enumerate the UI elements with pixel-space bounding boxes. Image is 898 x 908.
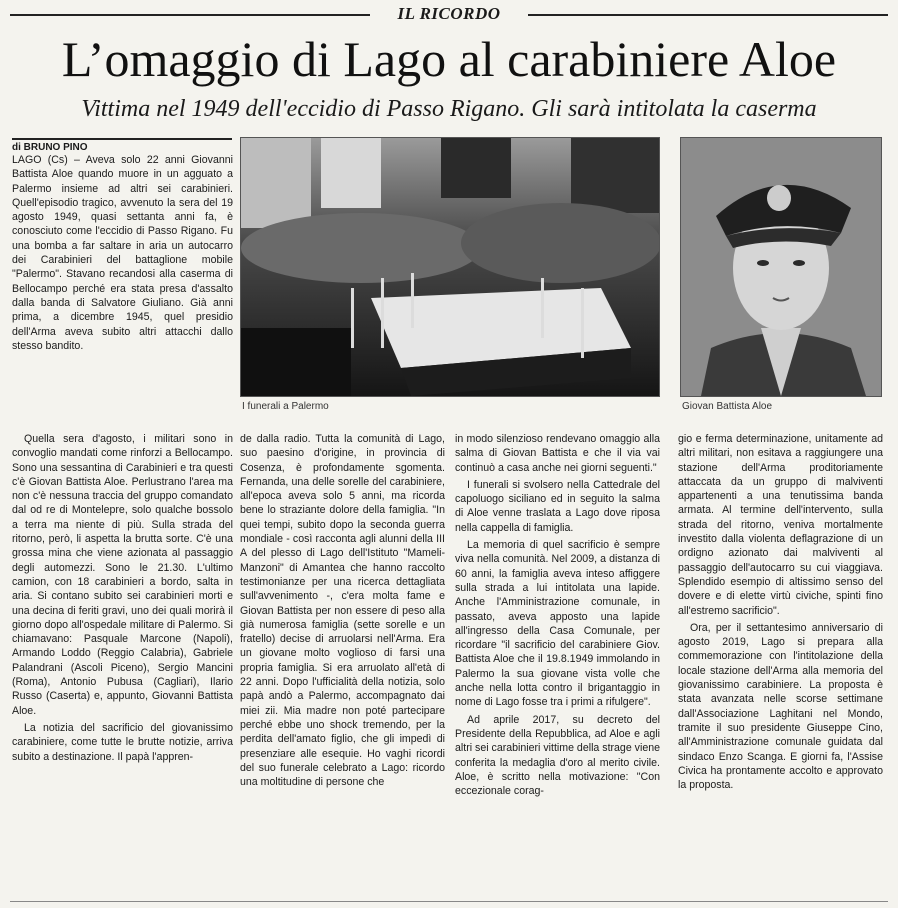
article-subheadline: Vittima nel 1949 dell'eccidio di Passo Rigano. Gli sarà intitolata la caserma	[81, 96, 817, 122]
paragraph: Ad aprile 2017, su decreto del Presidente della Repubblica, ad Aloe e agli altri sei carabinieri vittime della strage viene conferita la medaglia d'oro al merito civile. Aloe, è scritto nella motivazione: "Con eccezionale corag-	[455, 713, 660, 798]
column-4	[678, 432, 883, 792]
bottom-rule	[10, 901, 888, 902]
rubric-label: IL RICORDO	[385, 4, 512, 23]
funeral-photo-caption: I funerali a Palermo	[242, 401, 329, 412]
column-3	[455, 432, 660, 798]
column-1	[12, 432, 233, 764]
portrait-photo-caption: Giovan Battista Aloe	[682, 401, 773, 412]
paragraph: Ora, per il settantesimo anniversario di agosto 2019, Lago si prepara alla commemorazione con l'intitolazione della locale stazione dell'Arma alla memoria del giovanissimo carabiniere. La proposta è stata avanzata nelle scorse settimane dall'Associazione Laghitani nel Mondo, tramite il suo presidente Giuseppe Cino, all'Amministrazione comunale guidata dal sindaco Enzo Scanga. E giorni fa, l'Assise Civica ha prontamente accolto e approvato la proposta.	[678, 621, 883, 792]
paragraph: in modo silenzioso rendevano omaggio alla salma di Giovan Battista e che il via vai continuò a casa anche nei giorni seguenti."	[455, 433, 660, 474]
paragraph: gio e ferma determinazione, unitamente ad altri militari, non esitava a raggiungere una stazione dell'Arma proditoriamente attaccata da un gruppo di malviventi appartenenti a una tenutissima banda armata. Al termine dell'intervento, sulla strada del ritorno, veniva mortalmente investito dalla violenta deflagrazione di un ordigno azionato dai malviventi al passaggio dell'autocarro su cui viaggiava. Splendido esempio di altissimo senso del dovere e di elette virtù civiche, spinti fino all'estremo sacrificio".	[678, 433, 883, 617]
article-headline: L’omaggio di Lago al carabiniere Aloe	[61, 31, 837, 87]
paragraph: La memoria di quel sacrificio è sempre viva nella comunità. Nel 2009, a distanza di 60 anni, la famiglia aveva inteso affiggere sulla strada a lui intitolata una lapide. Anche l'Amministrazione comunale, in passato, aveva apposto una lapide all'ingresso della Casa Comunale, per ricordare "il sacrificio del carabiniere Giov. Battista Aloe che il 19.8.1949 immolando in Palermo la sua giovane vista volle che anche nella lotta contro il brigantaggio in nome di Lago fosse tra i primi a rifulgere".	[455, 539, 660, 709]
paragraph: LAGO (Cs) – Aveva solo 22 anni Giovanni Battista Aloe quando muore in un agguato a Palermo insieme ad altri sei carabinieri. Quell'episodio tragico, avvenuto la sera del 19 agosto 1949, quasi settanta anni fa, è conosciuto come l'eccidio di Passo Rigano. Fu una bomba a far saltare in aria un autocarro dei Carabinieri del battaglione mobile "Palermo". Stavano recandosi alla caserma di Bellocampo perché era stata presa d'assalto dalla banda di Salvatore Giuliano. Già anni prima, a dicembre 1945, quel presidio dell'Arma aveva subito altri attacchi dallo stesso bandito.	[12, 154, 233, 352]
column-1-top	[12, 153, 233, 353]
column-2	[240, 432, 445, 789]
funeral-photo-image	[241, 138, 659, 396]
funeral-photo	[240, 137, 660, 397]
byline: di BRUNO PINO	[12, 138, 232, 153]
paragraph: I funerali si svolsero nella Cattedrale del capoluogo siciliano ed in seguito la salma di Aloe venne traslata a Lago dove riposa nella cappella di famiglia.	[455, 478, 660, 534]
portrait-photo	[680, 137, 882, 397]
section-rubric	[0, 4, 898, 24]
paragraph: de dalla radio. Tutta la comunità di Lago, suo paesino d'origine, in provincia di Cosenza, è profondamente sgomenta. Fernanda, una delle sorelle del carabiniere, all'epoca aveva solo 5 anni, ma ricorda bene lo straziante dolore della famiglia. "In quei tempi, subito dopo la seconda guerra mondiale - così racconta agli alunni della III A del plesso di Lago dell'Istituto "Mameli-Manzoni" di Amantea che hanno raccolto testimonianze per una ricerca dettagliata sull'avvenimento -, c'era molta fame e Giovan Battista per non essere di peso alla già numerosa famiglia (sette sorelle e un fratello) decise di arruolarsi nell'Arma. Era un giovane molto voglioso di farsi una propria famiglia. Si era arruolato all'età di 22 anni. Dopo l'ufficialità della notizia, solo papà andò a Palermo, accompagnato dai miei zii. Mia madre non poté partecipare perché ebbe uno shock tremendo, per la perdita dell'amato figlio, che gli impedì di presenziare alle esequie. Ho vaghi ricordi del suo funerale celebrato a Lago: ricordo una moltitudine di persone che	[240, 433, 445, 789]
paragraph: La notizia del sacrificio del giovanissimo carabiniere, come tutte le brutte notizie, arriva subito a destinazione. Il papà l'appren-	[12, 721, 233, 763]
paragraph: Quella sera d'agosto, i militari sono in convoglio mandati come rinforzi a Bellocampo. Sono una sessantina di Carabinieri e tra questi c'è Giovan Battista Aloe. Perlustrano l'area ma non c'è nessuna traccia del gruppo comandato dal od re di Montelepre, solo qualche bossolo a terra ma niente di più. Sulla strada del ritorno, però, li aspetta la brutta sorte. C'è una grossa mina che viene azionata al passaggio degli automezzi. Sono le 21.30. L'ultimo camion, con 18 carabinieri a bordo, salta in aria. Si contano subito sei carabinieri morti e una decina di feriti gravi, uno dei quali morirà il giorno dopo all'ospedale militare di Palermo. Si chiamavano: Pasquale Marcone (Napoli), Armando Loddo (Reggio Calabria), Gabriele Palandrani (Ascoli Piceno), Sergio Mancini (Roma), Antonio Pubusa (Cagliari), Ilario Russo (Caserta) e, appunto, Giovanni Battista Aloe.	[12, 433, 233, 717]
portrait-photo-image	[681, 138, 881, 396]
